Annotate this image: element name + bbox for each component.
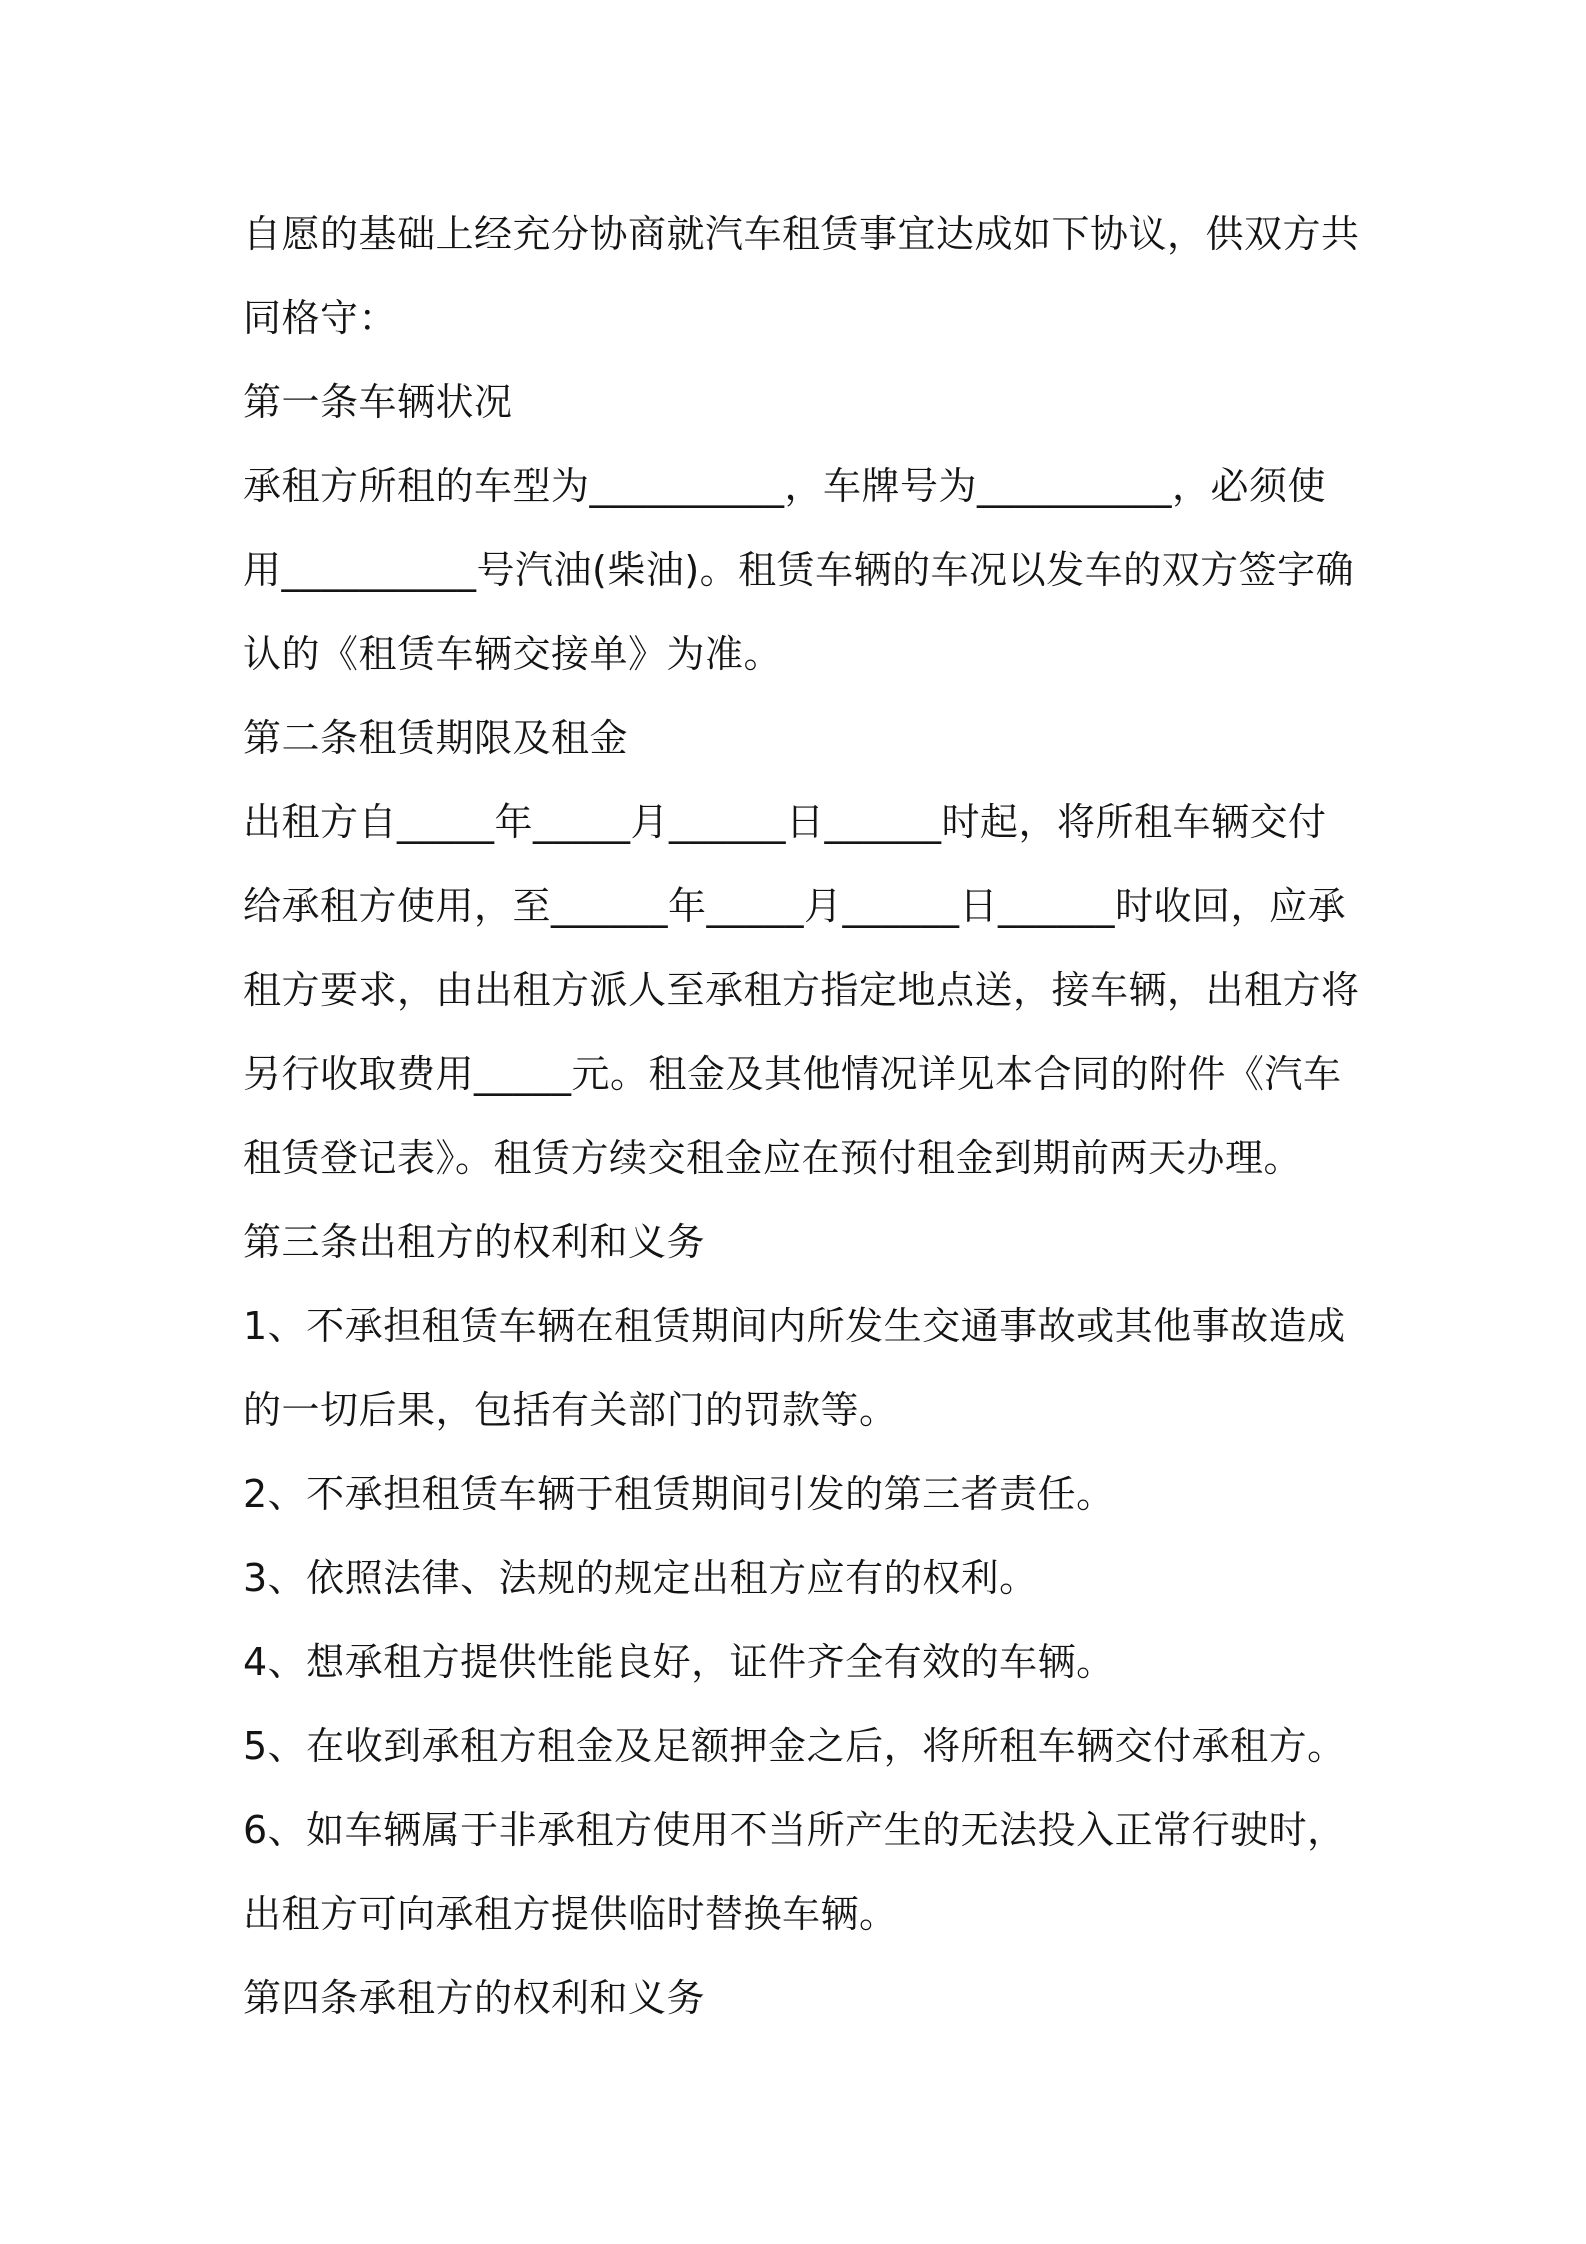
article-4-heading: 第四条承租方的权利和义务	[243, 1976, 706, 2020]
article-2-heading: 第二条租赁期限及租金	[243, 716, 629, 760]
article-1-body: 承租方所租的车型为__________，车牌号为__________，必须使用__________号汽油(柴油)。租赁车辆的车况以发车的双方签字确认的《租赁车辆交接单》为准。	[243, 464, 1355, 676]
preamble-paragraph: 自愿的基础上经充分协商就汽车租赁事宜达成如下协议，供双方共同格守：	[243, 212, 1360, 340]
article-2-body: 出租方自_____年_____月______日______时起，将所租车辆交付给承租方使用，至______年_____月______日______时收回，应承租方要求，由出租方派人至承租方指定地点送，接车辆，出租方将另行收取费用_____元。租金及其他情况详见本合同的附件《汽车租赁登记表》。租赁方续交租金应在预付租金到期前两天办理。	[243, 800, 1360, 1180]
article-3-item-6: 6、如车辆属于非承租方使用不当所产生的无法投入正常行驶时，出租方可向承租方提供临时替换车辆。	[243, 1808, 1346, 1936]
article-1-heading: 第一条车辆状况	[243, 380, 513, 424]
article-3-item-2: 2、不承担租赁车辆于租赁期间引发的第三者责任。	[243, 1472, 1115, 1516]
contract-text	[243, 192, 1363, 2040]
article-3-item-3: 3、依照法律、法规的规定出租方应有的权利。	[243, 1556, 1038, 1600]
article-3-item-1: 1、不承担租赁车辆在租赁期间内所发生交通事故或其他事故造成的一切后果，包括有关部门的罚款等。	[243, 1304, 1346, 1432]
article-3-heading: 第三条出租方的权利和义务	[243, 1220, 706, 1264]
article-3-item-5: 5、在收到承租方租金及足额押金之后，将所租车辆交付承租方。	[243, 1724, 1346, 1768]
article-3-item-4: 4、想承租方提供性能良好，证件齐全有效的车辆。	[243, 1640, 1115, 1684]
